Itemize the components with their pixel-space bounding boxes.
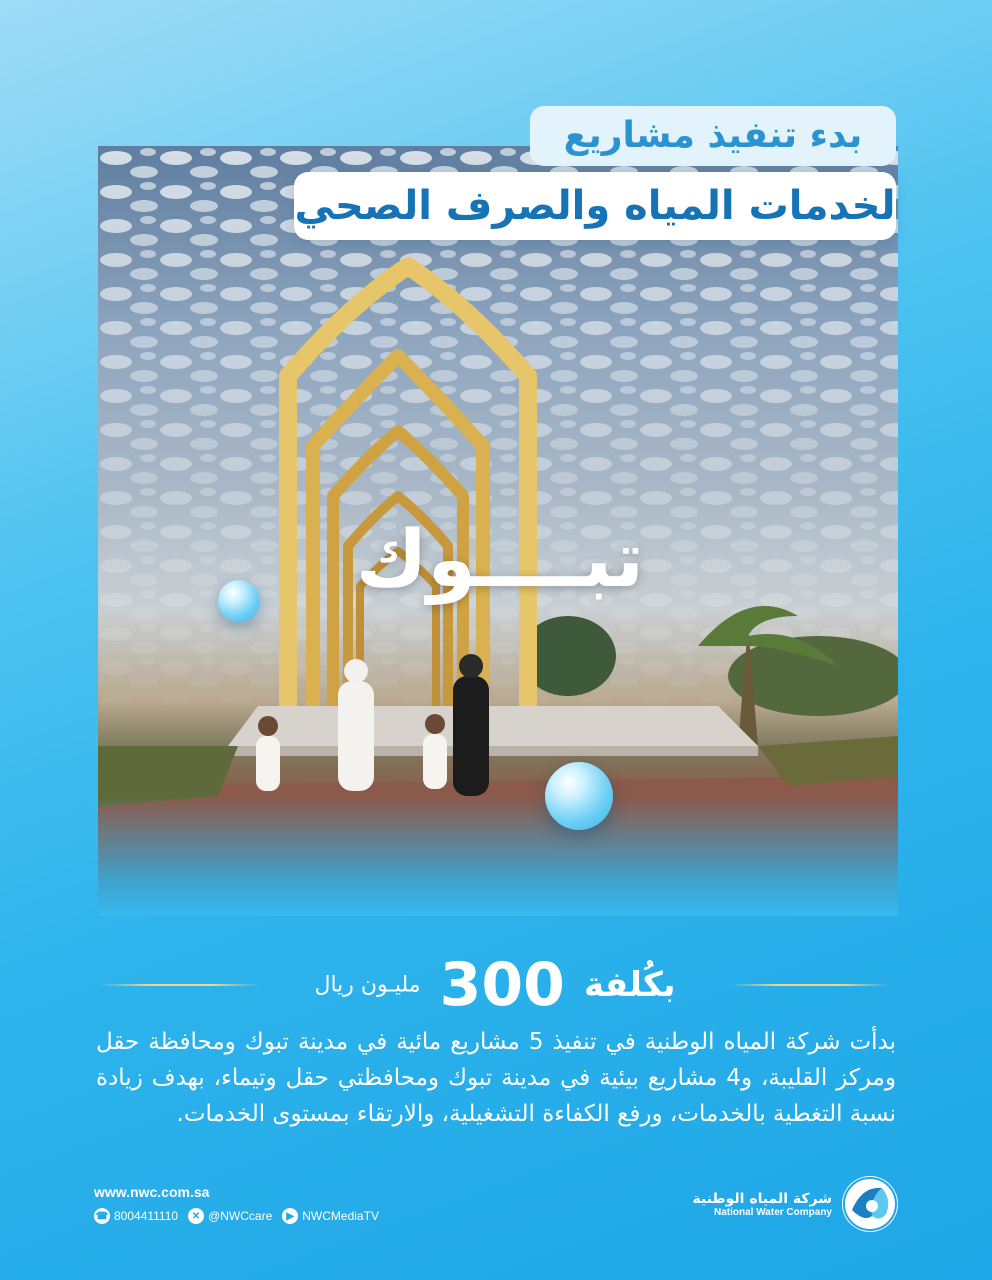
title-line-2: لخدمات المياه والصرف الصحي: [294, 172, 896, 240]
contact-list: [94, 1208, 383, 1224]
youtube-icon: ▶: [282, 1208, 298, 1224]
cost-unit: مليـون ريال: [314, 972, 421, 998]
water-drop-logo-icon: [842, 1176, 898, 1232]
website-link[interactable]: www.nwc.com.sa: [94, 1184, 210, 1200]
title-line-1: بدء تنفيذ مشاريع: [530, 106, 896, 166]
x-contact[interactable]: [188, 1208, 272, 1224]
cost-number: 300: [439, 950, 565, 1020]
water-bubble-large: [545, 762, 613, 830]
phone-contact[interactable]: [94, 1208, 178, 1224]
phone-number: 8004411110: [114, 1209, 179, 1223]
phone-icon: ☎: [94, 1208, 110, 1224]
logo-text: [693, 1191, 832, 1218]
cost-statement: [260, 950, 730, 1020]
contact-footer: [94, 1184, 383, 1224]
x-icon: ✕: [188, 1208, 204, 1224]
logo-arabic: شركة المياه الوطنية: [692, 1190, 832, 1207]
divider-left: [100, 984, 260, 986]
cost-prefix: بكُلفة: [584, 965, 676, 1005]
city-name: تبــــوك: [355, 515, 645, 605]
cost-row: [0, 950, 992, 1020]
logo-english: National Water Company: [714, 1206, 832, 1218]
youtube-contact[interactable]: [282, 1208, 379, 1224]
body-paragraph: بدأت شركة المياه الوطنية في تنفيذ 5 مشاريع مائية في مدينة تبوك ومحافظة حقل ومركز القليبة، و4 مشاريع بيئية في مدينة تبوك ومحافظتي حقل وتيماء، بهدف زيادة نسبة التغطية بالخدمات، ورفع الكفاءة التشغيلية، والارتقاء بمستوى الخدمات.: [96, 1029, 896, 1127]
water-bubble-small: [218, 580, 260, 622]
photo-fade: [98, 796, 898, 916]
divider-right: [730, 984, 890, 986]
x-handle: @NWCcare: [208, 1209, 273, 1223]
youtube-handle: NWCMediaTV: [302, 1209, 379, 1223]
nwc-logo: [693, 1176, 898, 1232]
nwc-logo-mark: [842, 1176, 898, 1232]
